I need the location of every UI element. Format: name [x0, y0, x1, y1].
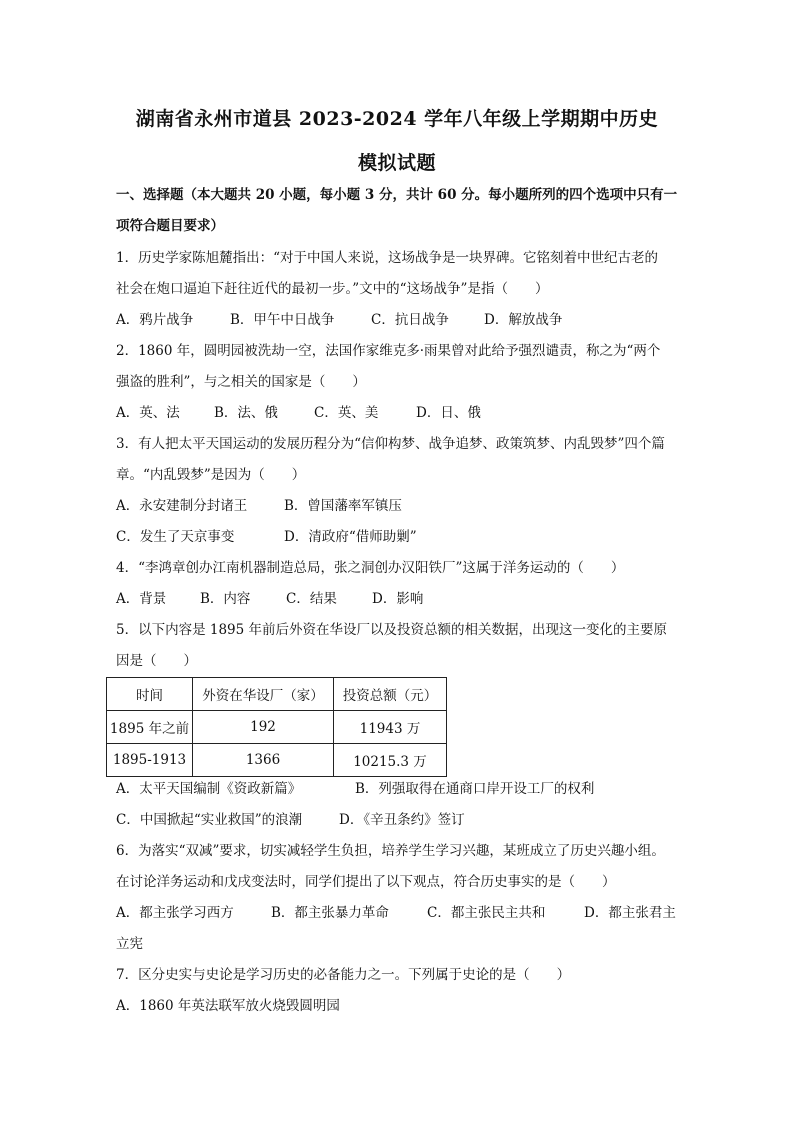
table-header-cell: 外资在华设厂（家）	[193, 678, 334, 711]
question-4-option-b[interactable]: B．内容	[200, 591, 251, 607]
table-cell: 1895 年之前	[107, 711, 193, 744]
question-4-options	[116, 589, 716, 609]
question-6-stem-line2: 在讨论洋务运动和戊戌变法时，同学们提出了以下观点，符合历史事实的是（ ）	[116, 874, 616, 890]
question-5-options-row1	[116, 779, 716, 799]
exam-title-line1: 湖南省永州市道县 2023-2024 学年八年级上学期期中历史	[135, 108, 659, 130]
question-6-option-d-wrap: 立宪	[116, 936, 143, 952]
table-row	[107, 711, 447, 744]
question-1-options	[116, 310, 716, 330]
question-2-option-c[interactable]: C．英、美	[314, 405, 379, 421]
table-cell: 11943 万	[334, 711, 447, 744]
question-2-option-b[interactable]: B．法、俄	[214, 405, 278, 421]
question-2-option-d[interactable]: D．日、俄	[416, 405, 481, 421]
table-cell: 192	[193, 711, 334, 744]
question-3-stem-line2: 章。“内乱毁梦”是因为（ ）	[116, 467, 306, 483]
question-1-option-b[interactable]: B．甲午中日战争	[230, 312, 335, 328]
table-row	[107, 744, 447, 777]
question-2-options	[116, 403, 716, 423]
question-3-stem-line1: 3．有人把太平天国运动的发展历程分为“信仰构梦、战争追梦、政策筑梦、内乱毁梦”四个篇	[116, 436, 665, 452]
table-cell: 1366	[193, 744, 334, 777]
question-1-stem-line2: 社会在炮口逼迫下赶往近代的最初一步。”文中的“这场战争”是指（ ）	[116, 281, 549, 297]
question-3-option-b[interactable]: B．曾国藩率军镇压	[284, 498, 402, 514]
question-1-option-a[interactable]: A．鸦片战争	[116, 312, 194, 328]
question-6-option-d[interactable]: D．都主张君主	[584, 905, 676, 921]
question-4-option-d[interactable]: D．影响	[372, 591, 424, 607]
question-5-option-b[interactable]: B．列强取得在通商口岸开设工厂的权利	[355, 781, 595, 797]
question-3-options-row2	[116, 527, 716, 547]
question-5-stem-line2: 因是（ ）	[116, 653, 197, 669]
question-7-stem: 7．区分史实与史论是学习历史的必备能力之一。下列属于史论的是（ ）	[116, 967, 571, 983]
question-2-stem-line2: 强盗的胜利”，与之相关的国家是（ ）	[116, 374, 366, 390]
question-5-options-row2	[116, 810, 716, 830]
question-4-option-c[interactable]: C．结果	[286, 591, 337, 607]
question-5-option-d[interactable]: D．《辛丑条约》签订	[339, 812, 465, 828]
question-4-stem: 4．“李鸿章创办江南机器制造总局，张之洞创办汉阳铁厂”这属于洋务运动的（ ）	[116, 560, 625, 576]
section-heading-line1: 一、选择题（本大题共 20 小题，每小题 3 分，共计 60 分。每小题所列的四个选项中只有一	[116, 187, 678, 203]
section-heading-line2: 项符合题目要求）	[116, 218, 224, 234]
question-6-option-c[interactable]: C．都主张民主共和	[427, 905, 546, 921]
question-2-stem-line1: 2．1860 年，圆明园被洗劫一空，法国作家维克多·雨果曾对此给予强烈谴责，称之为“两个	[116, 343, 661, 359]
question-6-option-b[interactable]: B．都主张暴力革命	[271, 905, 389, 921]
question-5-option-c[interactable]: C．中国掀起“实业救国”的浪潮	[116, 812, 303, 828]
question-1-stem-line1: 1．历史学家陈旭麓指出：“对于中国人来说，这场战争是一块界碑。它铭刻着中世纪古老的	[116, 250, 658, 266]
question-6-options	[116, 903, 716, 923]
table-header-cell: 时间	[107, 678, 193, 711]
question-7-option-a[interactable]: A．1860 年英法联军放火烧毁圆明园	[116, 998, 340, 1014]
exam-title-line2: 模拟试题	[357, 152, 436, 174]
question-1-option-c[interactable]: C．抗日战争	[371, 312, 449, 328]
question-3-option-d[interactable]: D．清政府“借师助剿”	[284, 529, 417, 545]
question-5-option-a[interactable]: A．太平天国编制《资政新篇》	[116, 781, 302, 797]
table-header-row	[107, 678, 447, 711]
question-3-option-a[interactable]: A．永安建制分封诸王	[116, 498, 248, 514]
foreign-investment-table	[106, 677, 447, 777]
table-header-cell: 投资总额（元）	[334, 678, 447, 711]
question-6-option-a[interactable]: A．都主张学习西方	[116, 905, 234, 921]
question-4-option-a[interactable]: A．背景	[116, 591, 167, 607]
question-3-options-row1	[116, 496, 716, 516]
question-2-option-a[interactable]: A．英、法	[116, 405, 180, 421]
question-3-option-c[interactable]: C．发生了天京事变	[116, 529, 235, 545]
table-cell: 10215.3 万	[334, 744, 447, 777]
question-7-options	[116, 996, 716, 1016]
question-6-stem-line1: 6．为落实“双减”要求，切实减轻学生负担，培养学生学习兴趣，某班成立了历史兴趣小组。	[116, 843, 665, 859]
question-5-stem-line1: 5．以下内容是 1895 年前后外资在华设厂以及投资总额的相关数据，出现这一变化的主要原	[116, 622, 668, 638]
table-cell: 1895-1913	[107, 744, 193, 777]
question-1-option-d[interactable]: D．解放战争	[484, 312, 563, 328]
